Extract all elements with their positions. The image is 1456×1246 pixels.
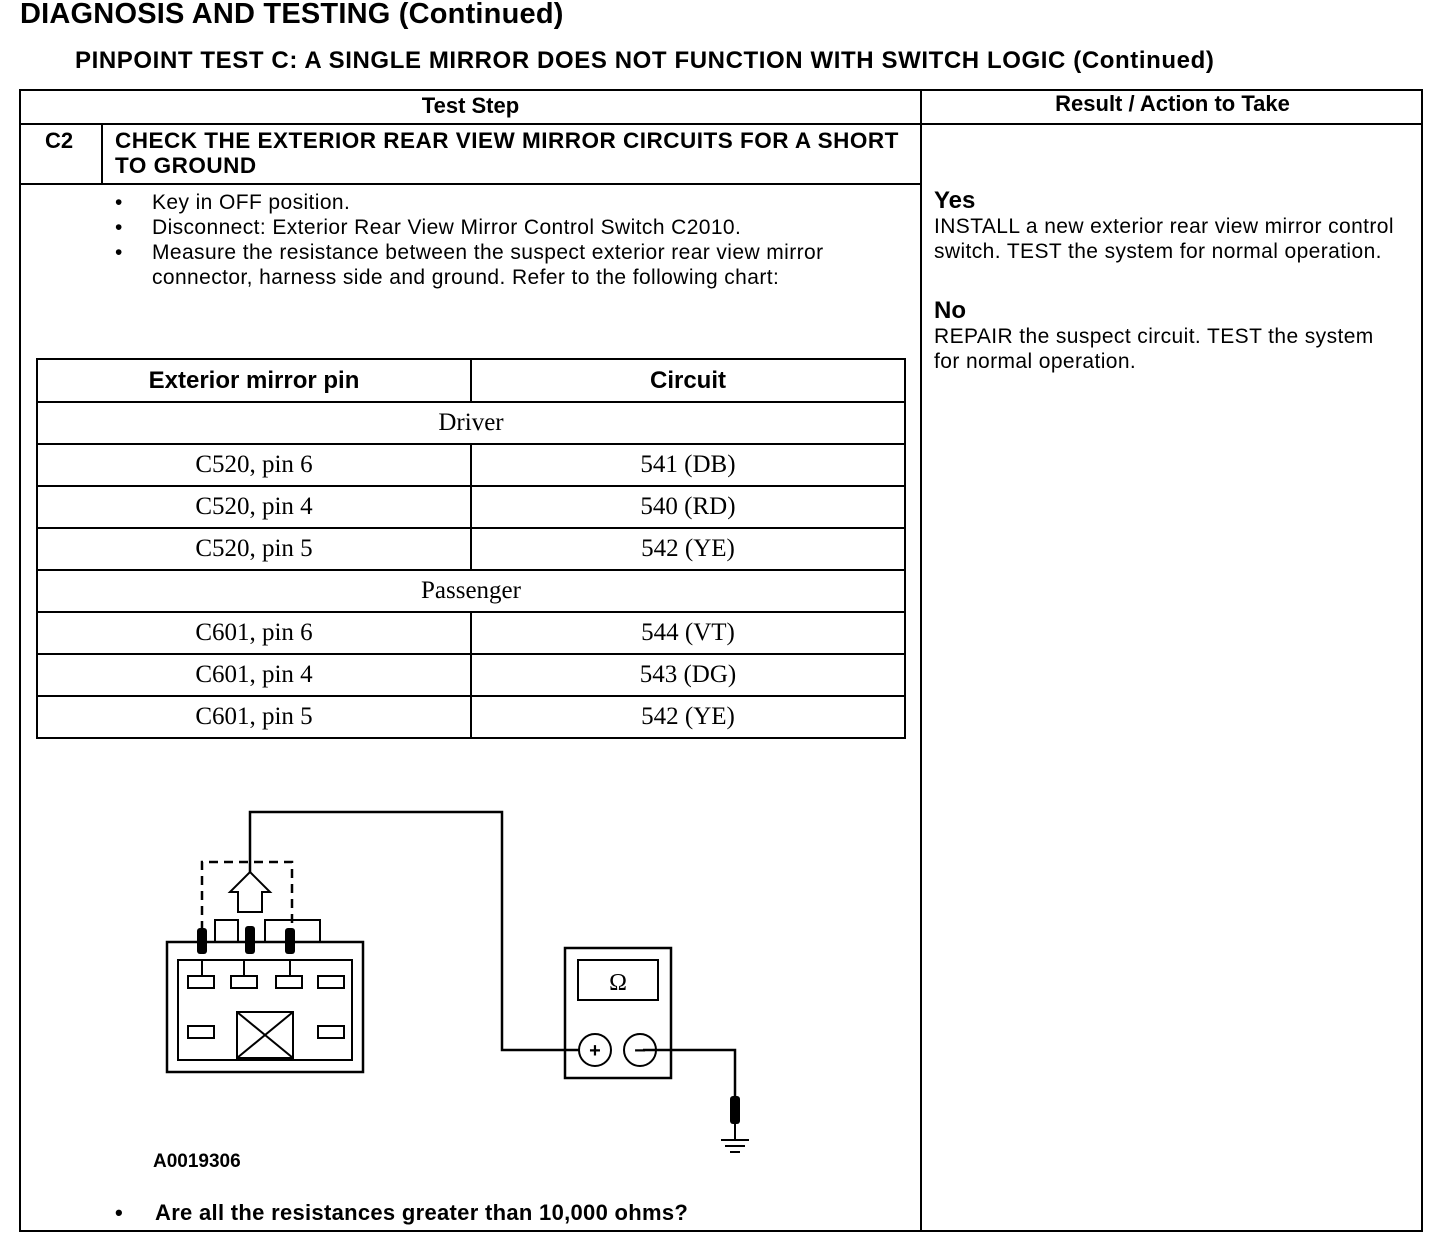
- pin-cell: C601, pin 4: [37, 654, 471, 696]
- step-id-divider: [101, 123, 103, 185]
- ohm-symbol: Ω: [609, 970, 627, 996]
- group-row-driver: [37, 402, 905, 444]
- pin-cell: C520, pin 6: [37, 444, 471, 486]
- bullet-icon: •: [115, 241, 123, 264]
- instruction-text: Disconnect: Exterior Rear View Mirror Control Switch C2010.: [152, 216, 742, 239]
- pin-cell: C601, pin 5: [37, 696, 471, 738]
- circuit-cell: 544 (VT): [471, 612, 905, 654]
- result-action-header: Result / Action to Take: [1055, 91, 1290, 116]
- circuit-cell: 543 (DG): [471, 654, 905, 696]
- bullet-icon: •: [115, 1200, 124, 1225]
- pin-circuit-chart: [36, 358, 906, 739]
- pin-cell: C601, pin 6: [37, 612, 471, 654]
- test-step-header: Test Step: [421, 93, 520, 118]
- meter-negative-lead: [643, 1050, 735, 1098]
- pinpoint-test-subtitle: PINPOINT TEST C: A SINGLE MIRROR DOES NOT FUNCTION WITH SWITCH LOGIC (Continued): [75, 47, 1215, 74]
- probe-arrow-icon: [230, 872, 270, 912]
- group-label: Driver: [37, 402, 905, 444]
- pin-cell: C520, pin 5: [37, 528, 471, 570]
- circuit-cell: 542 (YE): [471, 696, 905, 738]
- instruction-text: Key in OFF position.: [152, 191, 351, 214]
- col-header-pin: Exterior mirror pin: [37, 359, 471, 402]
- step-id: C2: [45, 128, 74, 153]
- table-row: [37, 612, 905, 654]
- table-row: [37, 528, 905, 570]
- circuit-cell: 542 (YE): [471, 528, 905, 570]
- no-action: REPAIR the suspect circuit. TEST the system for normal operation.: [934, 325, 1374, 373]
- ohmmeter-icon: [565, 948, 671, 1078]
- table-row: [37, 444, 905, 486]
- question-text: Are all the resistances greater than 10,000 ohms?: [155, 1200, 689, 1225]
- pin-cell: C520, pin 4: [37, 486, 471, 528]
- table-row: [37, 486, 905, 528]
- no-label: No: [934, 297, 966, 324]
- table-row: [37, 654, 905, 696]
- step-instructions: [112, 190, 912, 290]
- table-row: [37, 696, 905, 738]
- instruction-item: [112, 240, 912, 290]
- instruction-text: Measure the resistance between the suspect exterior rear view mirror connector, harness side and ground. Refer to the following chart:: [152, 241, 824, 289]
- step-title: CHECK THE EXTERIOR REAR VIEW MIRROR CIRCUITS FOR A SHORT TO GROUND: [115, 128, 899, 178]
- column-divider: [920, 89, 922, 1232]
- group-row-passenger: [37, 570, 905, 612]
- step-question: [115, 1200, 688, 1226]
- figure-id: A0019306: [153, 1151, 241, 1172]
- instruction-item: [112, 190, 912, 215]
- circuit-cell: 540 (RD): [471, 486, 905, 528]
- step-title-divider: [19, 183, 922, 185]
- bullet-icon: •: [115, 191, 123, 214]
- meter-positive-lead: [250, 812, 580, 1050]
- mirror-connector-icon: [167, 920, 363, 1072]
- minus-terminal-symbol: −: [634, 1040, 646, 1062]
- ground-icon: [721, 1120, 749, 1152]
- group-label: Passenger: [37, 570, 905, 612]
- resistance-test-diagram: [140, 800, 760, 1160]
- document-title: DIAGNOSIS AND TESTING (Continued): [20, 0, 564, 30]
- yes-action: INSTALL a new exterior rear view mirror control switch. TEST the system for normal operation.: [934, 215, 1394, 263]
- circuit-cell: 541 (DB): [471, 444, 905, 486]
- col-header-circuit: Circuit: [471, 359, 905, 402]
- plus-terminal-symbol: +: [589, 1040, 601, 1062]
- bullet-icon: •: [115, 216, 123, 239]
- yes-label: Yes: [934, 187, 976, 214]
- chart-header-row: [37, 359, 905, 402]
- instruction-item: [112, 215, 912, 240]
- header-row-divider: [19, 123, 1423, 125]
